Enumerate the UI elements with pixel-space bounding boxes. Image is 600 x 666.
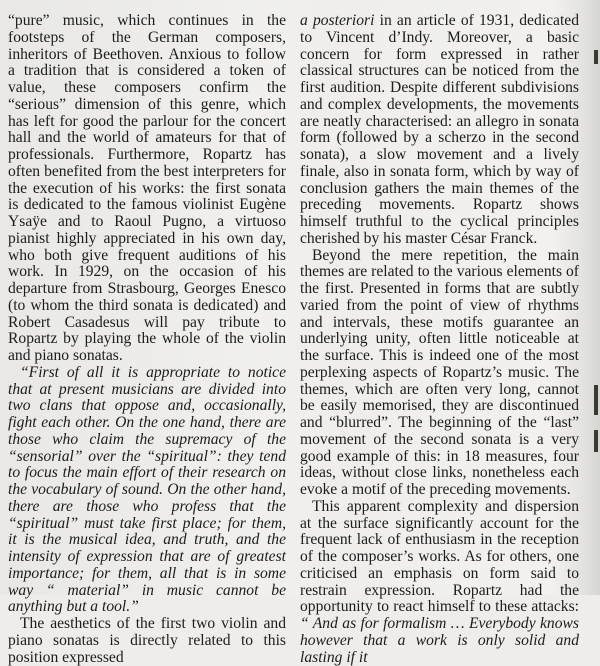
right-column — [300, 13, 579, 666]
paragraph-apparent-complexity — [300, 499, 579, 666]
binding-edge-mark — [594, 385, 598, 415]
quote-formalism: “ And as for formalism … Everybody knows however that a work is only solid and lasting if it — [300, 615, 579, 666]
italic-lead-a-posteriori: a posteriori — [300, 12, 375, 29]
paragraph-apparent-complexity-text: This apparent complexity and dispersion at the surface significantly account for the frequent lack of enthusiasm in the reception of the composer’s works. As for others, one criticised an emphasis on form said to restrain expression. Ropartz had the opportunity to react himself to these attacks: — [300, 497, 579, 616]
paragraph-a-posteriori — [300, 13, 579, 248]
binding-edge-mark — [594, 430, 598, 452]
left-column — [8, 13, 286, 666]
quote-two-clans: “First of all it is appropriate to notice that at present musicians are divided into two clans that oppose and, occasionally, fight each other. On the one hand, there are those who claim the supremacy of the “sensorial” over the “spiritual”: they tend to focus the main effort of their research on the vocabulary of sound. On the other hand, there are those who profess that the “spiritual” must take first place; for them, it is the musical idea, and truth, and the intensity of expression that are of greatest importance; for them, all that is in some way “ material” in music cannot be anything but a tool.” — [8, 363, 286, 616]
paragraph-a-posteriori-text: in an article of 1931, dedicated to Vincent d’Indy. Moreover, a basic concern for form expressed in rather classical structures can be noticed from the first audition. Despite different subdivisions and complex developments, the movements are neatly characterised: an allegro in sonata form (followed by a scherzo in the second sonata), a slow movement and a lively finale, also in sonata form, which by way of conclusion gathers the main themes of the preceding movements. Ropartz shows himself truthful to the cyclical principles cherished by his master César Franck. — [300, 12, 579, 247]
paragraph-beyond-repetition: Beyond the mere repetition, the main themes are related to the various elements of the first. Presented in forms that are subtly varied from the point of view of rhythms and intervals, these motifs guarantee an underlying unity, often little noticeable at the surface. This is indeed one of the most perplexing aspects of Ropartz’s music. The themes, which are often very long, cannot be easily memorised, they are discontinued and “blurred”. The beginning of the “last” movement of the second sonata is a very good example of this: in 18 measures, four ideas, without close links, nonetheless each evoke a motif of the preceding movements. — [300, 246, 579, 498]
binding-edge-mark — [594, 50, 598, 64]
paragraph-pure-music: “pure” music, which continues in the footsteps of the German composers, inheritors of Beethoven. Anxious to follow a tradition that is considered a token of value, these composers confirm the “serious” dimension of this genre, which has left for good the parlour for the concert hall and the world of amateurs for that of professionals. Furthermore, Ropartz has often benefited from the best interpreters for the execution of his works: the first sonata is dedicated to the famous violinist Eugène Ysaÿe and to Raoul Pugno, a virtuoso pianist highly appreciated in his own day, who both give frequent auditions of his work. In 1929, on the occasion of his departure from Strasbourg, Georges Enesco (to whom the third sonata is dedicated) and Robert Casadesus will pay tribute to Ropartz by playing the whole of the violin and piano sonatas. — [8, 12, 286, 364]
paragraph-quote-two-clans — [8, 365, 286, 616]
paragraph-aesthetics: The aesthetics of the first two violin and piano sonatas is directly related to this position expressed — [8, 615, 286, 666]
